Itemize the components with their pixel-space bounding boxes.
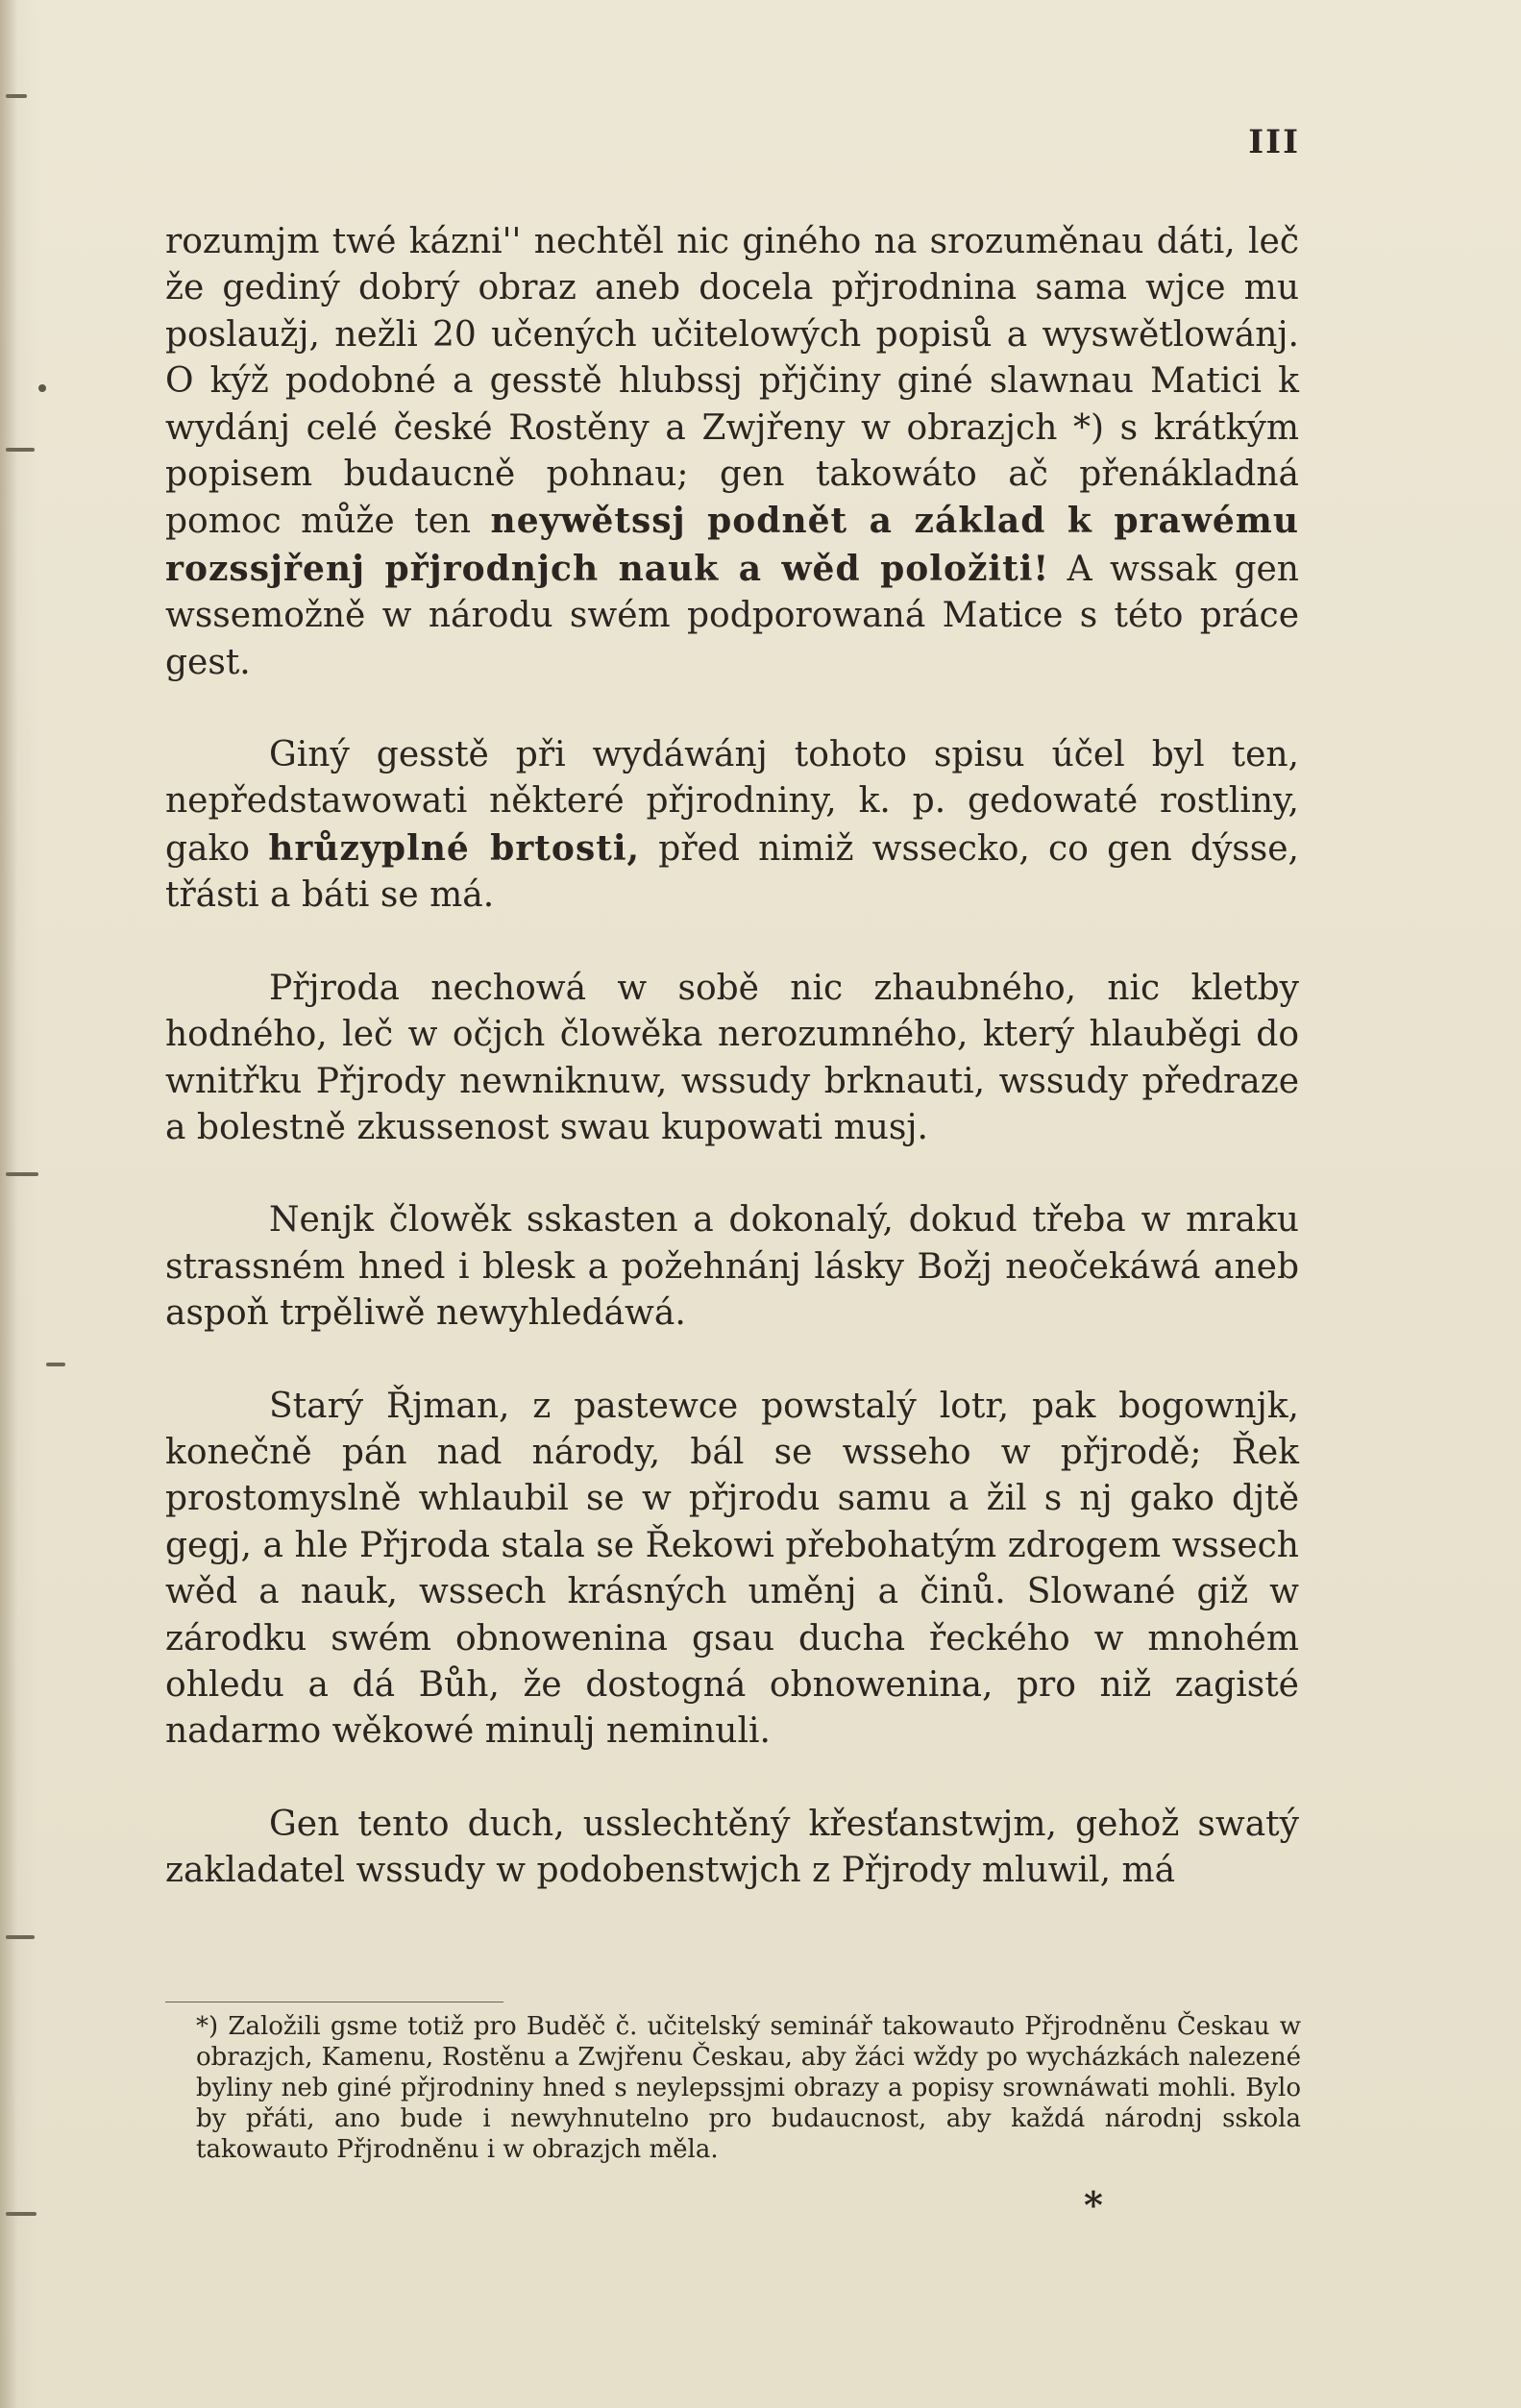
- paragraph-text: rozumjm twé kázni'' nechtěl nic giného na srozuměnau dáti, leč že gediný dobrý obraz aneb docela přjrodnina sama wjce mu poslaužj, nežli 20 učených učitelowých popisů a wyswětlowánj. O kýž podobné a gesstě hlubssj přjčiny giné slawnau Matici k wydánj celé české Rostěny a Zwjřeny w obrazjch *) s krátkým popisem budaucně pohnau; gen takowáto ač přenákladná pomoc může ten: [165, 222, 1299, 542]
- margin-mark: [38, 384, 46, 392]
- emphasis-text: neywětssj podnět a základ k prawému rozssjřenj přjrodnjch nauk a wěd položiti!: [165, 501, 1299, 589]
- binding-shadow: [0, 0, 17, 2408]
- margin-mark: [6, 94, 27, 98]
- paragraph-text: A wssak gen wssemožně w národu swém podporowaná Matice s této práce gest.: [165, 549, 1299, 682]
- paragraph: [165, 732, 1299, 920]
- body-text: [165, 219, 1299, 1941]
- margin-mark: [6, 1172, 38, 1176]
- paragraph: Starý Řjman, z pastewce powstalý lotr, pak bogownjk, konečně pán nad národy, bál se wsseho w přjrodě; Řek prostomyslně whlaubil se w přjrodu samu a žil s nj gako djtě gegj, a hle Přjroda stala se Řekowi přebohatým zdrogem wssech wěd a nauk, wssech krásných uměnj a činů. Slowané giž w zárodku swém obnowenina gsau ducha řeckého w mnohém ohledu a dá Bůh, že dostogná obnowenina, pro niž zagisté nadarmo wěkowé minulj neminuli.: [165, 1386, 1299, 1752]
- signature-mark: *: [1084, 2183, 1103, 2226]
- margin-mark: [46, 1363, 65, 1366]
- margin-mark: [6, 1935, 35, 1939]
- paragraph: Gen tento duch, usslechtěný křesťanstwjm, gehož swatý zakladatel wssudy w podobenstwjch z Přjrody mluwil, má: [165, 1804, 1299, 1891]
- footnote-text: *) Založili gsme totiž pro Buděč č. učitelský seminář takowauto Přjrodněnu Českau w obrazjch, Kamenu, Rostěnu a Zwjřenu Českau, aby žáci wždy po wycházkách nalezené byliny neb giné přjrodniny hned s neylepssjmi obrazy a popisy srownáwati mohli. Bylo by přáti, ano bude i newyhnutelno pro budaucnost, aby každá národnj sskola takowauto Přjrodněnu i w obrazjch měla.: [196, 2012, 1301, 2164]
- footnote: [161, 2011, 1301, 2165]
- margin-mark: [6, 2212, 37, 2216]
- emphasis-text: hrůzyplné brtosti,: [268, 827, 641, 869]
- paragraph: Přjroda nechowá w sobě nic zhaubného, nic kletby hodného, leč w očjch člowěka nerozumného, který hlauběgi do wnitřku Přjrody newniknuw, wssudy brknauti, wssudy předraze a bolestně zkussenost swau kupowati musj.: [165, 968, 1299, 1147]
- page-number: III: [1248, 123, 1300, 161]
- paragraph: [165, 219, 1299, 686]
- margin-mark: [6, 448, 35, 452]
- footnote-rule: [165, 2002, 503, 2003]
- paragraph: Nenjk člowěk sskasten a dokonalý, dokud třeba w mraku strassném hned i blesk a požehnánj lásky Božj neočekáwá aneb aspoň trpěliwě newyhledáwá.: [165, 1200, 1299, 1334]
- paragraph-text: před nimiž wssecko, co gen dýsse, třásti a báti se má.: [165, 828, 1299, 916]
- paragraph-text: Giný gesstě při wydáwánj tohoto spisu účel byl ten, nepředstawowati některé přjrodniny, k. p. gedowaté rostliny, gako: [165, 735, 1299, 869]
